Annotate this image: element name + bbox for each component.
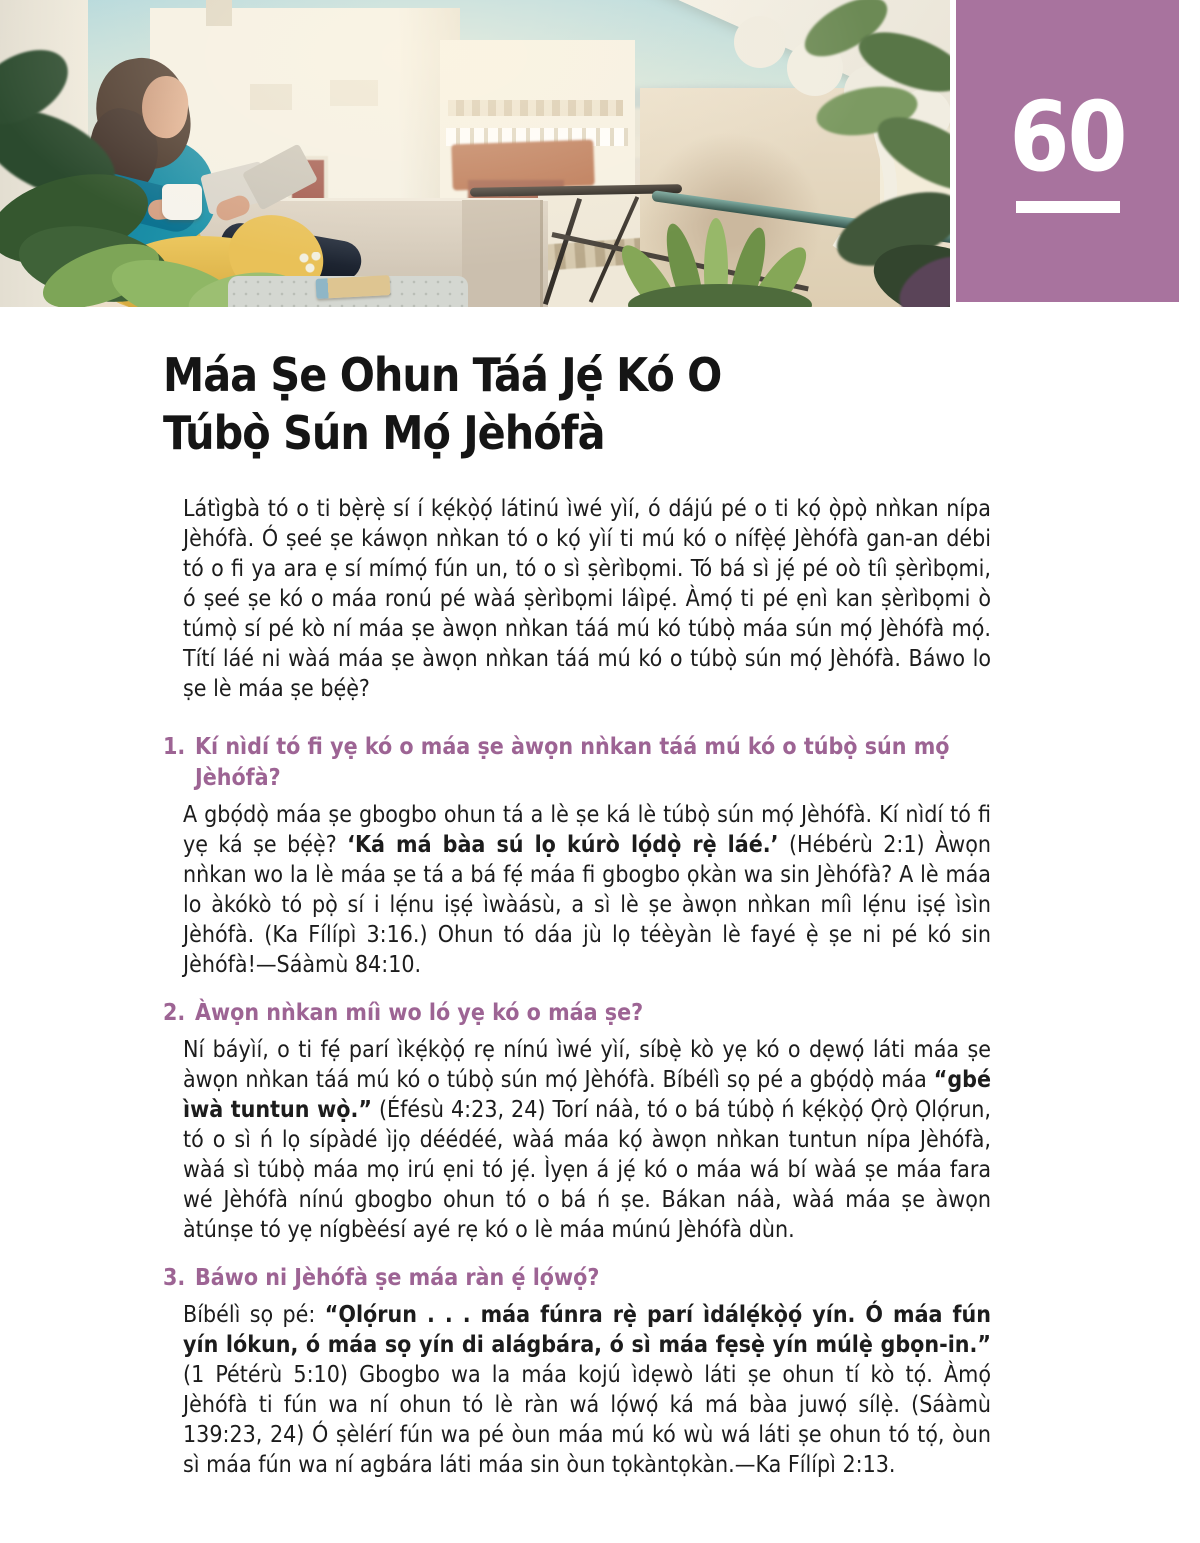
question-block-3 bbox=[163, 1263, 991, 1480]
question-3-heading bbox=[163, 1263, 991, 1294]
question-2-heading bbox=[163, 998, 991, 1029]
photo-awning-scallop-1 bbox=[734, 16, 786, 68]
intro-paragraph: Látìgbà tó o ti bẹ̀rẹ̀ sí í kẹ́kọ̀ọ́ látinú ìwé yìí, ó dájú pé o ti kọ́ ọ̀pọ̀ nǹkan nípa Jèhófà. Ó ṣeé ṣe káwọn nǹkan tó o kọ́ yìí ti mú kó o nífẹ̀ẹ́ Jèhófà gan-an débi tó o fi ya ara ẹ sí mímọ́ fún un, tó o sì ṣèrìbọmi. Tó bá sì jẹ́ pé oò tíì ṣèrìbọmi, ó ṣeé ṣe kó o máa ronú pé wàá ṣèrìbọmi láìpẹ́. Àmọ́ ti pé ẹnì kan ṣèrìbọmi ò túmọ̀ sí pé kò ní máa ṣe àwọn nǹkan táá mú kó túbọ̀ máa sún mọ́ Jèhófà mọ́. Títí láé ni wàá máa ṣe àwọn nǹkan táá mú kó o túbọ̀ sún mọ́ Jèhófà. Báwo lo ṣe lè máa ṣe bẹ́ẹ̀? bbox=[183, 496, 991, 702]
lesson-number: 60 bbox=[1009, 81, 1126, 193]
photo-chimney bbox=[206, 0, 232, 26]
question-1-heading-text: Kí nìdí tó fi yẹ kó o máa ṣe àwọn nǹkan táá mú kó o túbọ̀ sún mọ́ Jèhófà? bbox=[195, 734, 950, 791]
page-title bbox=[163, 346, 991, 462]
article-content bbox=[163, 346, 991, 1498]
question-1-heading bbox=[163, 732, 991, 794]
photo-balcony-awning-stripes bbox=[448, 100, 623, 116]
page-title-line1: Máa Ṣe Ohun Táá Jẹ́ Kó O bbox=[163, 348, 722, 402]
photo-mug bbox=[162, 184, 202, 220]
hero-photo bbox=[0, 0, 950, 307]
question-1-paragraph: A gbọ́dọ̀ máa ṣe gbogbo ohun tá a lè ṣe ká lè túbọ̀ sún mọ́ Jèhófà. Kí nìdí tó fi yẹ ká ṣe bẹ́ẹ̀? ‘Ká má bàa sú lọ kúrò lọ́dọ̀ rẹ̀ láé.’ (Hébérù 2:1) Àwọn nǹkan wo la lè máa ṣe tá a bá fẹ́ máa fi gbogbo ọkàn wa sin Jèhófà? A lè máa lo àkókò tó pọ̀ sí i lẹ́nu iṣẹ́ ìwàásù, a sì lè ṣe àwọn nǹkan míì lẹ́nu iṣẹ́ ìsìn Jèhófà. (Ka Fílípì 3:16.) Ohun tó dáa jù lọ téèyàn lè fayé ẹ̀ ṣe ni pé kó sin Jèhófà!—Sáàmù 84:10. bbox=[183, 802, 991, 978]
question-block-2 bbox=[163, 998, 991, 1245]
question-3-heading-text: Báwo ni Jèhófà ṣe máa ràn ẹ́ lọ́wọ́? bbox=[195, 1265, 600, 1291]
photo-corner-post bbox=[462, 200, 543, 307]
question-2-number: 2. bbox=[163, 1000, 186, 1026]
photo-window-2 bbox=[330, 80, 378, 106]
lesson-number-underline bbox=[1016, 201, 1120, 213]
lesson-number-badge bbox=[956, 0, 1179, 302]
question-1-number: 1. bbox=[163, 734, 186, 760]
photo-window-1 bbox=[250, 84, 292, 110]
question-3-number: 3. bbox=[163, 1265, 186, 1291]
question-2-paragraph: Ní báyìí, o ti fẹ́ parí ìkẹ́kọ̀ọ́ rẹ nínú ìwé yìí, síbẹ̀ kò yẹ kó o dẹwọ́ láti máa ṣe àwọn nǹkan táá mú kó o túbọ̀ sún mọ́ Jèhófà. Bíbélì sọ pé a gbọ́dọ̀ máa “gbé ìwà tuntun wọ̀.” (Éfésù 4:23, 24) Torí náà, tó o bá túbọ̀ ń kẹ́kọ̀ọ́ Ọ̀rọ̀ Ọlọ́run, tó o sì ń lọ sípàdé ìjọ déédéé, wàá máa kọ́ àwọn nǹkan tuntun nípa Jèhófà, wàá sì túbọ̀ máa mọ irú ẹni tó jẹ́. Ìyẹn á jẹ́ kó o máa wá bí wàá ṣe máa fara wé Jèhófà nínú gbogbo ohun tó o bá ń ṣe. Bákan náà, wàá máa ṣe àwọn àtúnṣe tó yẹ nígbèésí ayé rẹ kó o lè máa múnú Jèhófà dùn. bbox=[183, 1037, 991, 1243]
page-title-line2: Túbọ̀ Sún Mọ́ Jèhófà bbox=[163, 406, 605, 460]
question-block-1 bbox=[163, 732, 991, 980]
photo-table-book bbox=[316, 275, 391, 299]
photo-plant-buds bbox=[298, 252, 324, 274]
question-2-heading-text: Àwọn nǹkan míì wo ló yẹ kó o máa ṣe? bbox=[195, 1000, 644, 1026]
question-3-paragraph: Bíbélì sọ pé: “Ọlọ́run . . . máa fúnra rẹ̀ parí ìdálẹ́kọ̀ọ́ yín. Ó máa fún yín lókun, ó máa sọ yín di alágbára, ó sì máa fẹsẹ̀ yín múlẹ̀ gbọn-in.” (1 Pétérù 5:10) Gbogbo wa la máa kojú ìdẹwò láti ṣe ohun tí kò tọ́. Àmọ́ Jèhófà ti fún wa ní ohun tó lè ràn wá lọ́wọ́ ká má bàa juwọ́ sílẹ̀. (Sáàmù 139:23, 24) Ó ṣèlérí fún wa pé òun máa mú kó wù wá láti ṣe ohun tó tọ́, òun sì máa fún wa ní agbára láti máa sin òun tọkàntọkàn.—Ka Fílípì 2:13. bbox=[183, 1302, 991, 1478]
